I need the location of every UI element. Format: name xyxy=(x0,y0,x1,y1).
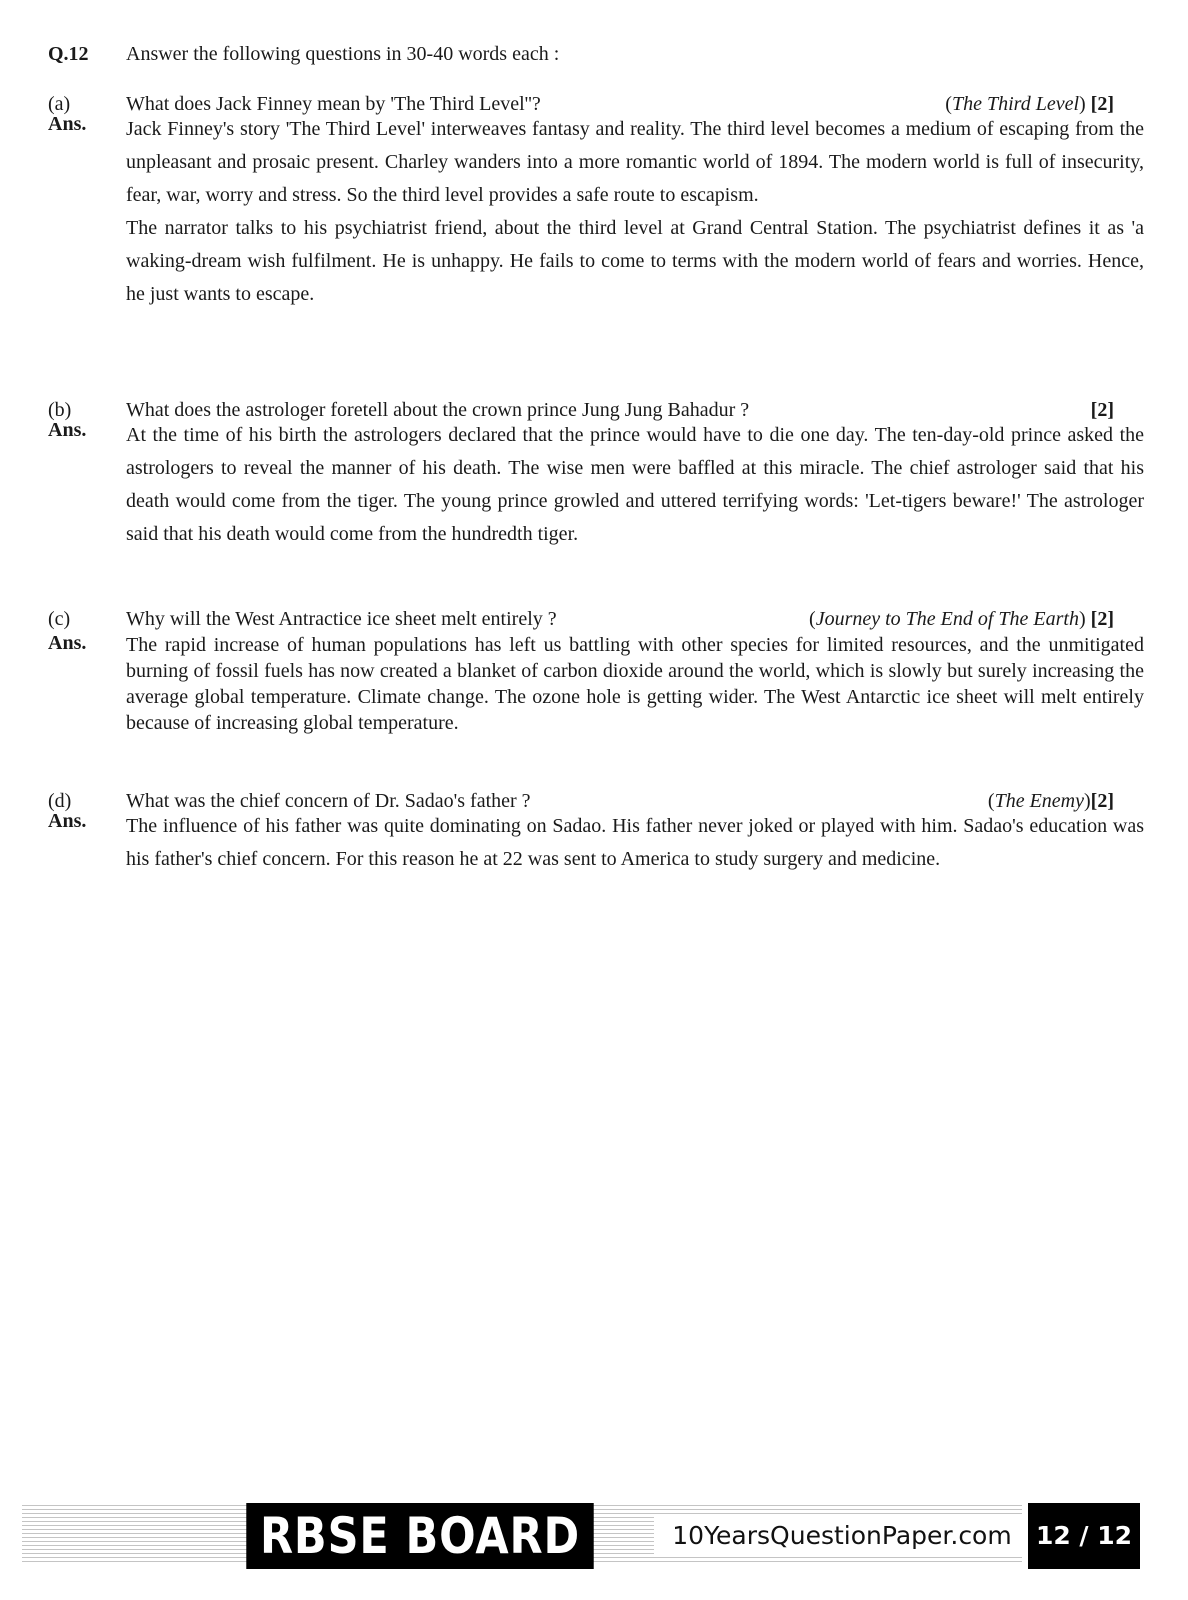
item-label: (a) xyxy=(48,93,71,115)
answer-paragraph: The narrator talks to his psychiatrist friend, about the third level at Grand Central Station. The psychiatrist defines it as 'a waking-dream wish fulfilment. He is unhappy. He fails to come to terms with the modern world of fears and worries. Hence, he just wants to escape. xyxy=(126,217,1144,305)
answer-label: Ans. xyxy=(48,810,87,832)
item-source: The Enemy xyxy=(994,790,1084,812)
answer xyxy=(48,632,1144,736)
answer xyxy=(48,113,1144,311)
answer-paragraph: At the time of his birth the astrologers declared that the prince would have to die one day. The ten-day-old prince asked the astrologers to reveal the manner of his death. The wise men were baffled at this miracle. The chief astrologer said that his death would come from the tiger. The young prince growled and uttered terrifying words: 'Let-tigers beware!' The astrologer said that his death would come from the hundredth tiger. xyxy=(126,424,1144,545)
item-mark-value: [2] xyxy=(1090,93,1114,115)
item-mark-value: [2] xyxy=(1090,608,1114,630)
item-marks: (The Third Level) [2] xyxy=(945,93,1114,115)
answer xyxy=(48,810,1144,876)
item-mark-value: [2] xyxy=(1090,399,1114,421)
item-marks: (The Enemy)[2] xyxy=(987,790,1114,812)
answer xyxy=(48,419,1144,551)
page-number: 12 / 12 xyxy=(1028,1503,1140,1569)
item-source: The Third Level xyxy=(951,93,1079,115)
question-number: Q.12 xyxy=(48,43,89,65)
item-label: (c) xyxy=(48,608,71,630)
answer-paragraph: Jack Finney's story 'The Third Level' interweaves fantasy and reality. The third level becomes a medium of escaping from the unpleasant and prosaic present. Charley wanders into a more romantic world of 1894. The modern world is full of insecurity, fear, war, worry and stress. So the third level provides a safe route to escapism. xyxy=(126,118,1144,206)
item-a xyxy=(48,91,1144,311)
item-label: (b) xyxy=(48,399,72,421)
page-footer xyxy=(22,1503,1142,1569)
item-b xyxy=(48,397,1144,551)
item-d xyxy=(48,788,1144,876)
item-marks: (Journey to The End of The Earth) [2] xyxy=(809,608,1114,630)
item-question: What does Jack Finney mean by 'The Third Level''? xyxy=(126,93,541,115)
board-banner: RBSE BOARD xyxy=(246,1503,593,1569)
item-source: Journey to The End of The Earth xyxy=(815,608,1079,630)
site-name: 10YearsQuestionPaper.com xyxy=(654,1515,1030,1557)
answer-paragraph: The rapid increase of human populations has left us battling with other species for limited resources, and the unmitigated burning of fossil fuels has now created a blanket of carbon dioxide around the world, which is slowly but surely increasing the average global temperature. Climate change. The ozone hole is getting wider. The West Antarctic ice sheet will melt entirely because of increasing global temperature. xyxy=(126,634,1144,734)
answer-label: Ans. xyxy=(48,113,87,135)
item-mark-value: [2] xyxy=(1090,790,1114,812)
answer-paragraph: The influence of his father was quite dominating on Sadao. His father never joked or played with him. Sadao's education was his father's chief concern. For this reason he at 22 was sent to America to study surgery and medicine. xyxy=(126,815,1144,870)
item-question: Why will the West Antractice ice sheet melt entirely ? xyxy=(126,608,557,630)
answer-label: Ans. xyxy=(48,419,87,441)
item-question: What does the astrologer foretell about the crown prince Jung Jung Bahadur ? xyxy=(126,399,750,421)
item-question: What was the chief concern of Dr. Sadao's father ? xyxy=(126,790,531,812)
item-label: (d) xyxy=(48,790,72,812)
question-instruction: Answer the following questions in 30-40 words each : xyxy=(126,43,560,65)
item-c xyxy=(48,606,1144,736)
answer-label: Ans. xyxy=(48,632,87,654)
